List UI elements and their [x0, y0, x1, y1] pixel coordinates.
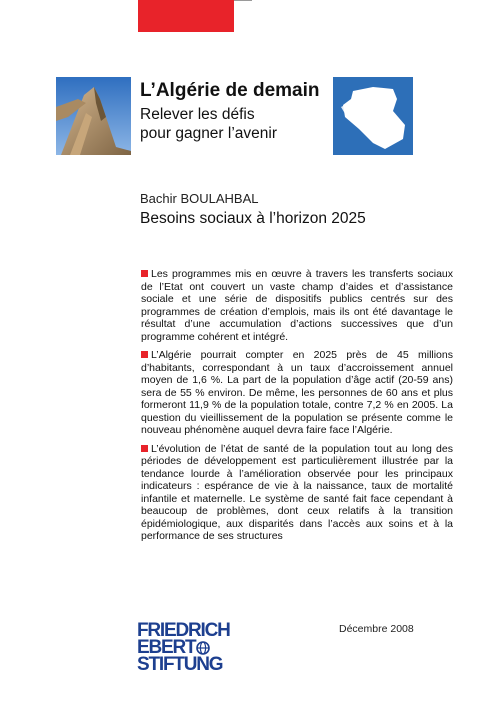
publication-subtitle — [140, 105, 277, 143]
red-square-bullet-icon — [141, 270, 148, 277]
subtitle-line-1: Relever les défis — [140, 106, 255, 123]
author-name: Bachir BOULAHBAL — [140, 191, 259, 206]
paragraph-text: Les programmes mis en œuvre à travers les transferts sociaux de l’Etat ont couvert un vaste champ d’aides et d’assistance sociale et une série de dispositifs publics centrés sur des programmes de création d’emplois, mais ils ont été davantage le résultat d’une accumulation d’actions successives que d’un programme cohérent et intégré. — [141, 268, 453, 343]
algeria-map-image — [333, 77, 413, 155]
logo-line-3: STIFTUNG — [137, 654, 223, 675]
subtitle-line-2: pour gagner l’avenir — [140, 125, 278, 142]
monument-photo — [56, 77, 131, 155]
header-red-bar — [138, 0, 234, 32]
logo-line-2: EBERT — [137, 639, 230, 656]
header-rule — [234, 0, 252, 1]
summary-paragraph — [141, 443, 453, 543]
publication-title: L’Algérie de demain — [140, 80, 320, 101]
fes-logo — [137, 622, 230, 673]
logo-line-1: FRIEDRICH — [137, 620, 230, 641]
globe-icon — [196, 641, 210, 655]
paragraph-text: L’Algérie pourrait compter en 2025 près de 45 millions d’habitants, correspondant à un taux d’accroissement annuel moyen de 1,6 %. La part de la population d’âge actif (20-59 ans) sera de 55 % environ. De même, les personnes de 60 ans et plus formeront 11,9 % de la population totale, contre 7,2 % en 2005. La question du vieillissement de la population se présente comme le nouveau phénomène auquel devra faire face l’Algérie. — [141, 349, 453, 436]
publication-date: Décembre 2008 — [339, 623, 414, 635]
summary-paragraph — [141, 349, 453, 437]
red-square-bullet-icon — [141, 351, 148, 358]
summary-body — [141, 268, 453, 549]
summary-paragraph — [141, 268, 453, 343]
document-title: Besoins sociaux à l’horizon 2025 — [140, 210, 366, 227]
red-square-bullet-icon — [141, 445, 148, 452]
paragraph-text: L’évolution de l’état de santé de la population tout au long des périodes de développement est particulièrement illustrée par la tendance lourde à l’amélioration observée pour les principaux indicateurs : espérance de vie à la naissance, taux de mortalité infantile et maternelle. Le système de santé fait face cependant à beaucoup de problèmes, dont ceux relatifs à la transition épidémiologique, aux disparités dans l’accès aux soins et à la performance de ses structures — [141, 442, 453, 542]
